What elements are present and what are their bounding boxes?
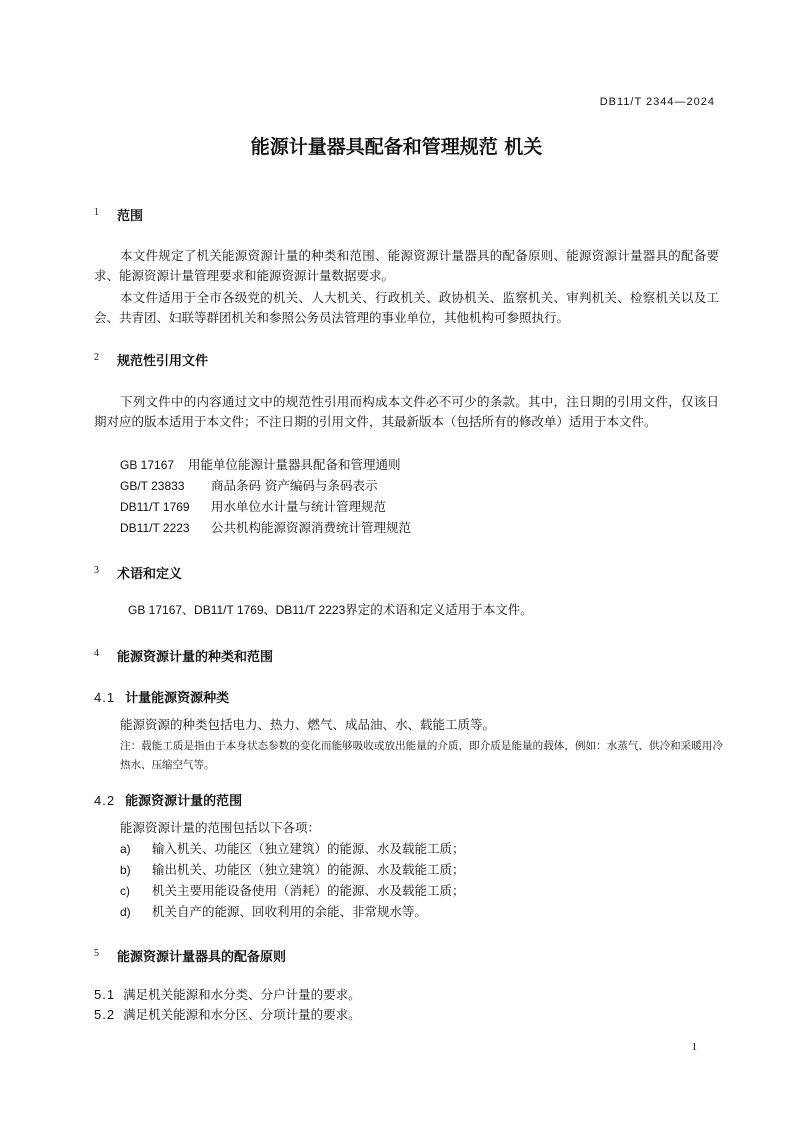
reference-code: GB 17167 [120, 458, 175, 472]
section-number: 4 [94, 648, 99, 659]
reference-item [120, 455, 401, 475]
note: 注：载能工质是指由于本身状态参数的变化而能够吸收或放出能量的介质，即介质是能量的载体，例如：水蒸气、供冷和采暖用冷热水、压缩空气等。 [120, 740, 723, 771]
list-item [120, 881, 465, 901]
document-title: 能源计量器具配备和管理规范 机关 [250, 136, 543, 158]
subsection-4-2-heading [94, 790, 242, 809]
paragraph-text: 界定的术语和定义适用于本文件。 [345, 602, 533, 617]
reference-name: 公共机构能源资源消费统计管理规范 [211, 520, 412, 535]
standard-code: DB11/T 2344—2024 [599, 96, 715, 108]
list-item [120, 860, 465, 880]
section-title: 能源资源计量的种类和范围 [117, 650, 274, 665]
reference-code: DB11/T 1769 [120, 500, 190, 514]
subsection-number: 4.2 [94, 793, 116, 808]
list-text: 输出机关、功能区（独立建筑）的能源、水及载能工质； [152, 862, 465, 877]
section-title: 术语和定义 [117, 567, 183, 582]
list-label: c) [120, 884, 130, 898]
subsection-4-1-heading [94, 687, 229, 706]
paragraph: 本文件规定了机关能源资源计量的种类和范围、能源资源计量器具的配备原则、能源资源计量器具的配备要求、能源资源计量管理要求和能源资源计量数据要求。 [94, 248, 719, 283]
paragraph [128, 600, 533, 620]
clause-item [94, 985, 361, 1005]
section-title: 能源资源计量器具的配备原则 [117, 950, 287, 965]
paragraph: 能源资源的种类包括电力、热力、燃气、成品油、水、载能工质等。 [120, 717, 496, 732]
reference-code: DB11/T 2223 [120, 521, 190, 535]
clause-text: 满足机关能源和水分区、分项计量的要求。 [123, 1007, 361, 1022]
list-label: a) [120, 842, 131, 856]
section-number: 2 [94, 352, 99, 363]
section-title: 范围 [117, 209, 144, 224]
reference-item [120, 518, 411, 538]
reference-item [120, 497, 386, 517]
clause-item [94, 1005, 361, 1025]
subsection-number: 4.1 [94, 690, 116, 705]
reference-codes: GB 17167、DB11/T 1769、DB11/T 2223 [128, 603, 346, 617]
clause-text: 满足机关能源和水分类、分户计量的要求。 [123, 987, 361, 1002]
list-item [120, 902, 427, 922]
section-number: 3 [94, 565, 99, 576]
paragraph: 能源资源计量的范围包括以下各项： [120, 820, 321, 835]
reference-code: GB/T 23833 [120, 479, 185, 493]
paragraph: 下列文件中的内容通过文中的规范性引用而构成本文件必不可少的条款。其中，注日期的引用文件，仅该日期对应的版本适用于本文件；不注日期的引用文件，其最新版本（包括所有的修改单）适用于本文件。 [94, 394, 719, 429]
paragraph: 本文件适用于全市各级党的机关、人大机关、行政机关、政协机关、监察机关、审判机关、检察机关以及工会、共青团、妇联等群团机关和参照公务员法管理的事业单位，其他机构可参照执行。 [94, 290, 719, 325]
reference-name: 用能单位能源计量器具配备和管理通则 [188, 457, 401, 472]
page-number: 1 [691, 1041, 697, 1053]
section-title: 规范性引用文件 [117, 354, 209, 369]
list-text: 机关主要用能设备使用（消耗）的能源、水及载能工质； [152, 883, 465, 898]
reference-name: 用水单位水计量与统计管理规范 [211, 499, 387, 514]
reference-name: 商品条码 资产编码与条码表示 [211, 478, 378, 493]
list-text: 输入机关、功能区（独立建筑）的能源、水及载能工质； [152, 841, 465, 856]
clause-number: 5.1 [94, 987, 116, 1002]
subsection-title: 计量能源资源种类 [125, 691, 230, 706]
section-number: 5 [94, 948, 99, 959]
section-number: 1 [94, 207, 99, 218]
list-item [120, 839, 465, 859]
clause-number: 5.2 [94, 1007, 116, 1022]
list-label: d) [120, 905, 131, 919]
reference-item [120, 476, 377, 496]
list-label: b) [120, 863, 131, 877]
list-text: 机关自产的能源、回收利用的余能、非常规水等。 [152, 904, 428, 919]
subsection-title: 能源资源计量的范围 [125, 794, 243, 809]
